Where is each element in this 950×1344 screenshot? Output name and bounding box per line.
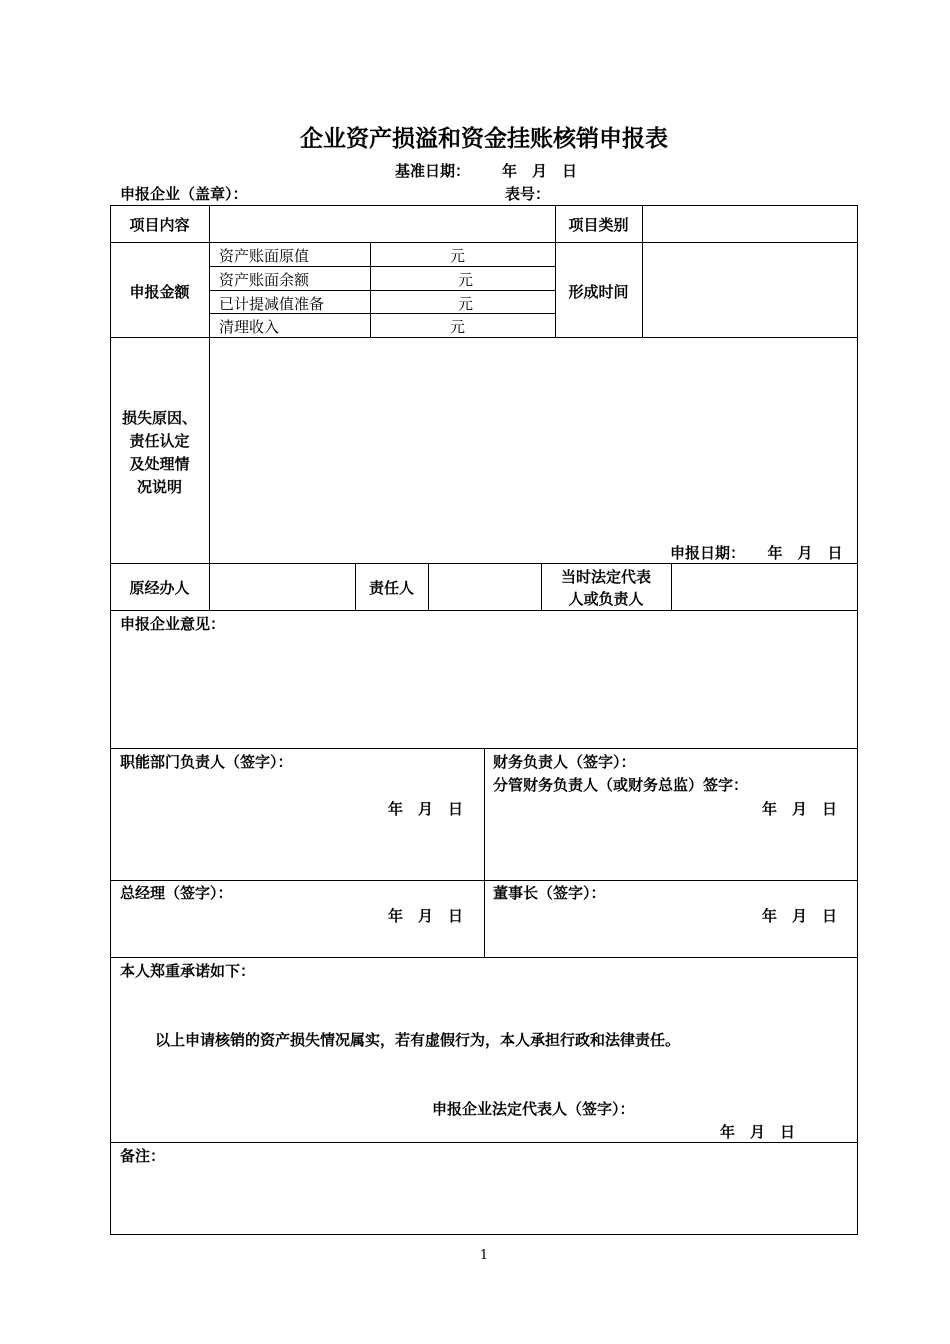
dept-head-date: 年 月 日: [388, 800, 464, 818]
amount-row-unit: 元: [458, 295, 474, 313]
project-content-label: 项目内容: [129, 216, 190, 234]
loss-reason-line: 及处理情: [129, 455, 190, 473]
row-divider: [110, 1142, 858, 1143]
finance-date: 年 月 日: [762, 800, 838, 818]
pledge-label: 本人郑重承诺如下：: [120, 962, 256, 980]
row-divider: [110, 337, 858, 338]
finance-head-sign-label: 财务负责人（签字）：: [493, 753, 636, 771]
page-title: 企业资产损溢和资金挂账核销申报表: [300, 126, 668, 152]
row-divider: [110, 563, 858, 564]
base-date-ymd: 年 月 日: [502, 162, 578, 180]
company-label: 申报企业（盖章）：: [120, 185, 248, 203]
amount-row-unit: 元: [450, 247, 466, 265]
dept-head-sign-label: 职能部门负责人（签字）：: [120, 753, 293, 771]
report-date: 申报日期： 年 月 日: [670, 544, 843, 562]
row-divider: [110, 957, 858, 958]
row-divider: [110, 242, 858, 243]
responsible-person-label: 责任人: [368, 579, 414, 597]
amount-col-divider: [370, 242, 371, 337]
amount-row-label: 清理收入: [219, 318, 280, 336]
amount-row-divider: [209, 290, 555, 291]
amount-label: 申报金额: [129, 283, 190, 301]
company-opinion-label: 申报企业意见：: [120, 615, 226, 633]
row-divider: [110, 610, 858, 611]
amount-row-unit: 元: [458, 271, 474, 289]
loss-reason-line: 损失原因、: [121, 409, 197, 427]
col-divider: [642, 205, 643, 337]
original-handler-label: 原经办人: [129, 579, 190, 597]
col-divider: [428, 563, 429, 610]
amount-row-unit: 元: [450, 318, 466, 336]
formation-time-label: 形成时间: [568, 283, 629, 301]
base-date-label: 基准日期：: [395, 162, 471, 180]
amount-row-label: 已计提减值准备: [219, 295, 325, 313]
remarks-label: 备注：: [120, 1147, 166, 1165]
amount-row-divider: [209, 266, 555, 267]
chairman-date: 年 月 日: [762, 907, 838, 925]
legal-rep-sign-label: 申报企业法定代表人（签字）：: [432, 1100, 635, 1118]
col-divider: [671, 563, 672, 610]
loss-reason-label: [110, 407, 209, 499]
amount-row-label: 资产账面余额: [219, 271, 310, 289]
legal-rep-line: 当时法定代表: [560, 568, 651, 586]
loss-reason-line: 况说明: [136, 478, 182, 496]
base-date: [395, 160, 577, 181]
col-divider: [209, 563, 210, 610]
project-category-label: 项目类别: [568, 216, 629, 234]
amount-row-label: 资产账面原值: [219, 247, 310, 265]
general-manager-date: 年 月 日: [388, 907, 464, 925]
pledge-date: 年 月 日: [720, 1123, 796, 1141]
legal-rep-line: 人或负责人: [568, 590, 644, 608]
form-number-label: 表号：: [505, 185, 551, 203]
page-number: 1: [479, 1248, 489, 1263]
finance-director-sign-label: 分管财务负责人（或财务总监）签字：: [493, 776, 749, 794]
legal-rep-label: [541, 566, 671, 610]
chairman-sign-label: 董事长（签字）：: [493, 884, 606, 902]
loss-reason-line: 责任认定: [129, 432, 190, 450]
col-divider: [209, 205, 210, 563]
pledge-text: 以上申请核销的资产损失情况属实，若有虚假行为，本人承担行政和法律责任。: [155, 1031, 681, 1049]
general-manager-sign-label: 总经理（签字）：: [120, 884, 233, 902]
col-divider: [484, 748, 485, 957]
form-table: [110, 205, 858, 1235]
